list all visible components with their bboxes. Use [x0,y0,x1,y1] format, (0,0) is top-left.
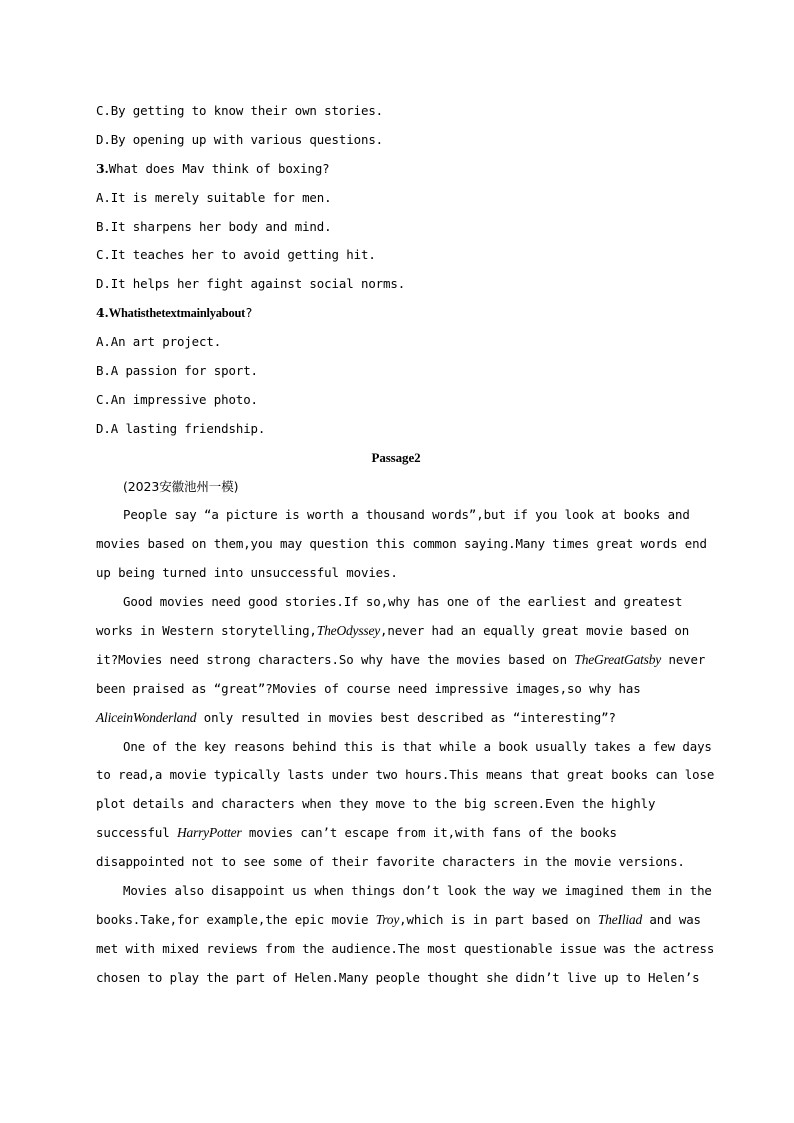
book-title: TheOdyssey [316,623,381,639]
book-title: AliceinWonderland [96,709,197,725]
passage-title: Passage2 [371,449,421,465]
paragraph-line: to read,a movie typically lasts under two hours.This means that great books can lose [96,767,715,783]
paragraph-line [96,617,696,646]
option-d: D.It helps her fight against social norms. [96,276,406,292]
option-c: C.It teaches her to avoid getting hit. [96,247,376,263]
text-run: ,which is in part based on [399,911,598,927]
paragraph-line [96,646,706,675]
question-3 [96,155,696,184]
paragraph-line: People say “a picture is worth a thousand words”,but if you look at books and [123,507,690,523]
text-run: works in Western storytelling, [96,623,317,639]
text-run: never [661,651,706,667]
paragraph-line: movies based on them,you may question this common saying.Many times great words end [96,536,707,552]
paragraph-line: been praised as “great”?Movies of course need impressive images,so why has [96,680,641,696]
paragraph-line: up being turned into unsuccessful movies. [96,565,398,581]
option-c: C.An impressive photo. [96,391,258,407]
text-run: it?Movies need strong characters.So why have the movies based on [96,651,575,667]
text-run: movies can’t escape from it,with fans of the books [241,825,617,841]
option-d: D.A lasting friendship. [96,420,266,436]
passage-source: (2023安徽池州一模) [123,478,239,494]
paragraph-line [96,906,701,935]
paragraph-line: met with mixed reviews from the audience.The most questionable issue was the actress [96,940,715,956]
question-mark: ? [245,305,253,321]
book-title: Troy [375,911,400,927]
text-run: successful [96,825,177,841]
question-4 [96,299,696,328]
text-run: only resulted in movies best described as “interesting”? [196,709,616,725]
text-run: and was [642,911,701,927]
paragraph-line [96,819,696,848]
option-a: A.It is merely suitable for men. [96,189,332,205]
book-title: HarryPotter [176,825,242,841]
question-number: 4. [96,305,109,321]
document-page [96,97,715,993]
paragraph-line: disappointed not to see some of their favorite characters in the movie versions. [96,854,685,870]
text-run: ,never had an equally great movie based on [380,623,690,639]
option-d: D.By opening up with various questions. [96,131,384,147]
paragraph-line: One of the key reasons behind this is that while a book usually takes a few days [123,738,712,754]
question-text: Whatisthetextmainlyabout [108,306,246,321]
paragraph-line [96,704,696,733]
option-a: A.An art project. [96,334,222,350]
text-run: books.Take,for example,the epic movie [96,911,376,927]
question-number: 3. [96,160,109,176]
paragraph-line: chosen to play the part of Helen.Many people thought she didn’t live up to Helen’s [96,969,700,985]
option-c: C.By getting to know their own stories. [96,103,384,118]
paragraph-line: Good movies need good stories.If so,why has one of the earliest and greatest [123,594,683,610]
book-title: TheGreatGatsby [574,651,662,667]
question-text: What does Mav think of boxing? [108,160,330,176]
paragraph-line: Movies also disappoint us when things don’t look the way we imagined them in the [123,883,712,899]
book-title: TheIliad [597,911,643,927]
paragraph-line: plot details and characters when they move to the big screen.Even the highly [96,796,656,812]
option-b: B.It sharpens her body and mind. [96,218,332,234]
option-b: B.A passion for sport. [96,363,258,379]
